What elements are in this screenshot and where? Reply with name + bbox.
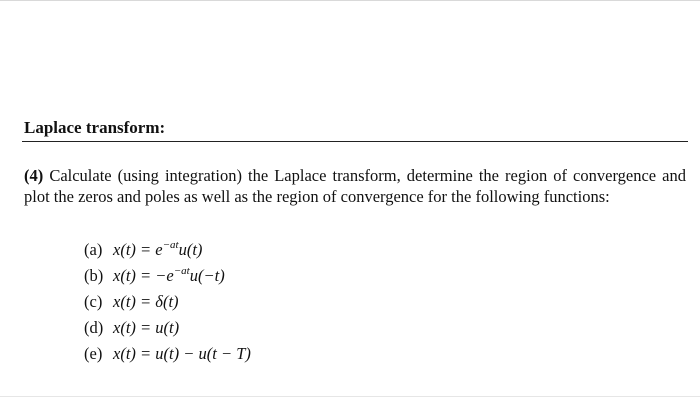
expr-rhs: u(−t) [189, 266, 225, 285]
bottom-border [0, 396, 700, 397]
list-item-a [84, 237, 251, 263]
item-expression [113, 240, 202, 259]
item-label: (a) [84, 240, 103, 259]
item-label: (d) [84, 318, 104, 337]
item-label: (c) [84, 292, 103, 311]
list-item-b [84, 263, 251, 289]
expr-lhs: x(t) = −e [113, 266, 174, 285]
expr-exponent: −at [162, 239, 179, 251]
item-expression: x(t) = u(t) − u(t − T) [113, 344, 251, 363]
list-item-e [84, 341, 251, 367]
problem-text: Calculate (using integration) the Laplace transform, determine the region of convergence and plot the zeros and poles as well as the region of convergence for the following functions: [24, 166, 687, 206]
expr-rhs: u(t) [178, 240, 203, 259]
section-heading: Laplace transform: [24, 118, 166, 137]
heading-underline [22, 141, 688, 142]
expr-lhs: x(t) = e [113, 240, 163, 259]
list-item-c [84, 289, 251, 315]
top-border [0, 0, 700, 1]
problem-statement [24, 165, 686, 207]
problem-number: (4) [24, 166, 44, 185]
function-list [84, 237, 251, 367]
expr-exponent: −at [173, 265, 190, 277]
item-expression [113, 266, 225, 285]
item-expression: x(t) = u(t) [113, 318, 180, 337]
list-item-d [84, 315, 251, 341]
item-expression: x(t) = δ(t) [113, 292, 179, 311]
item-label: (e) [84, 344, 103, 363]
item-label: (b) [84, 266, 104, 285]
